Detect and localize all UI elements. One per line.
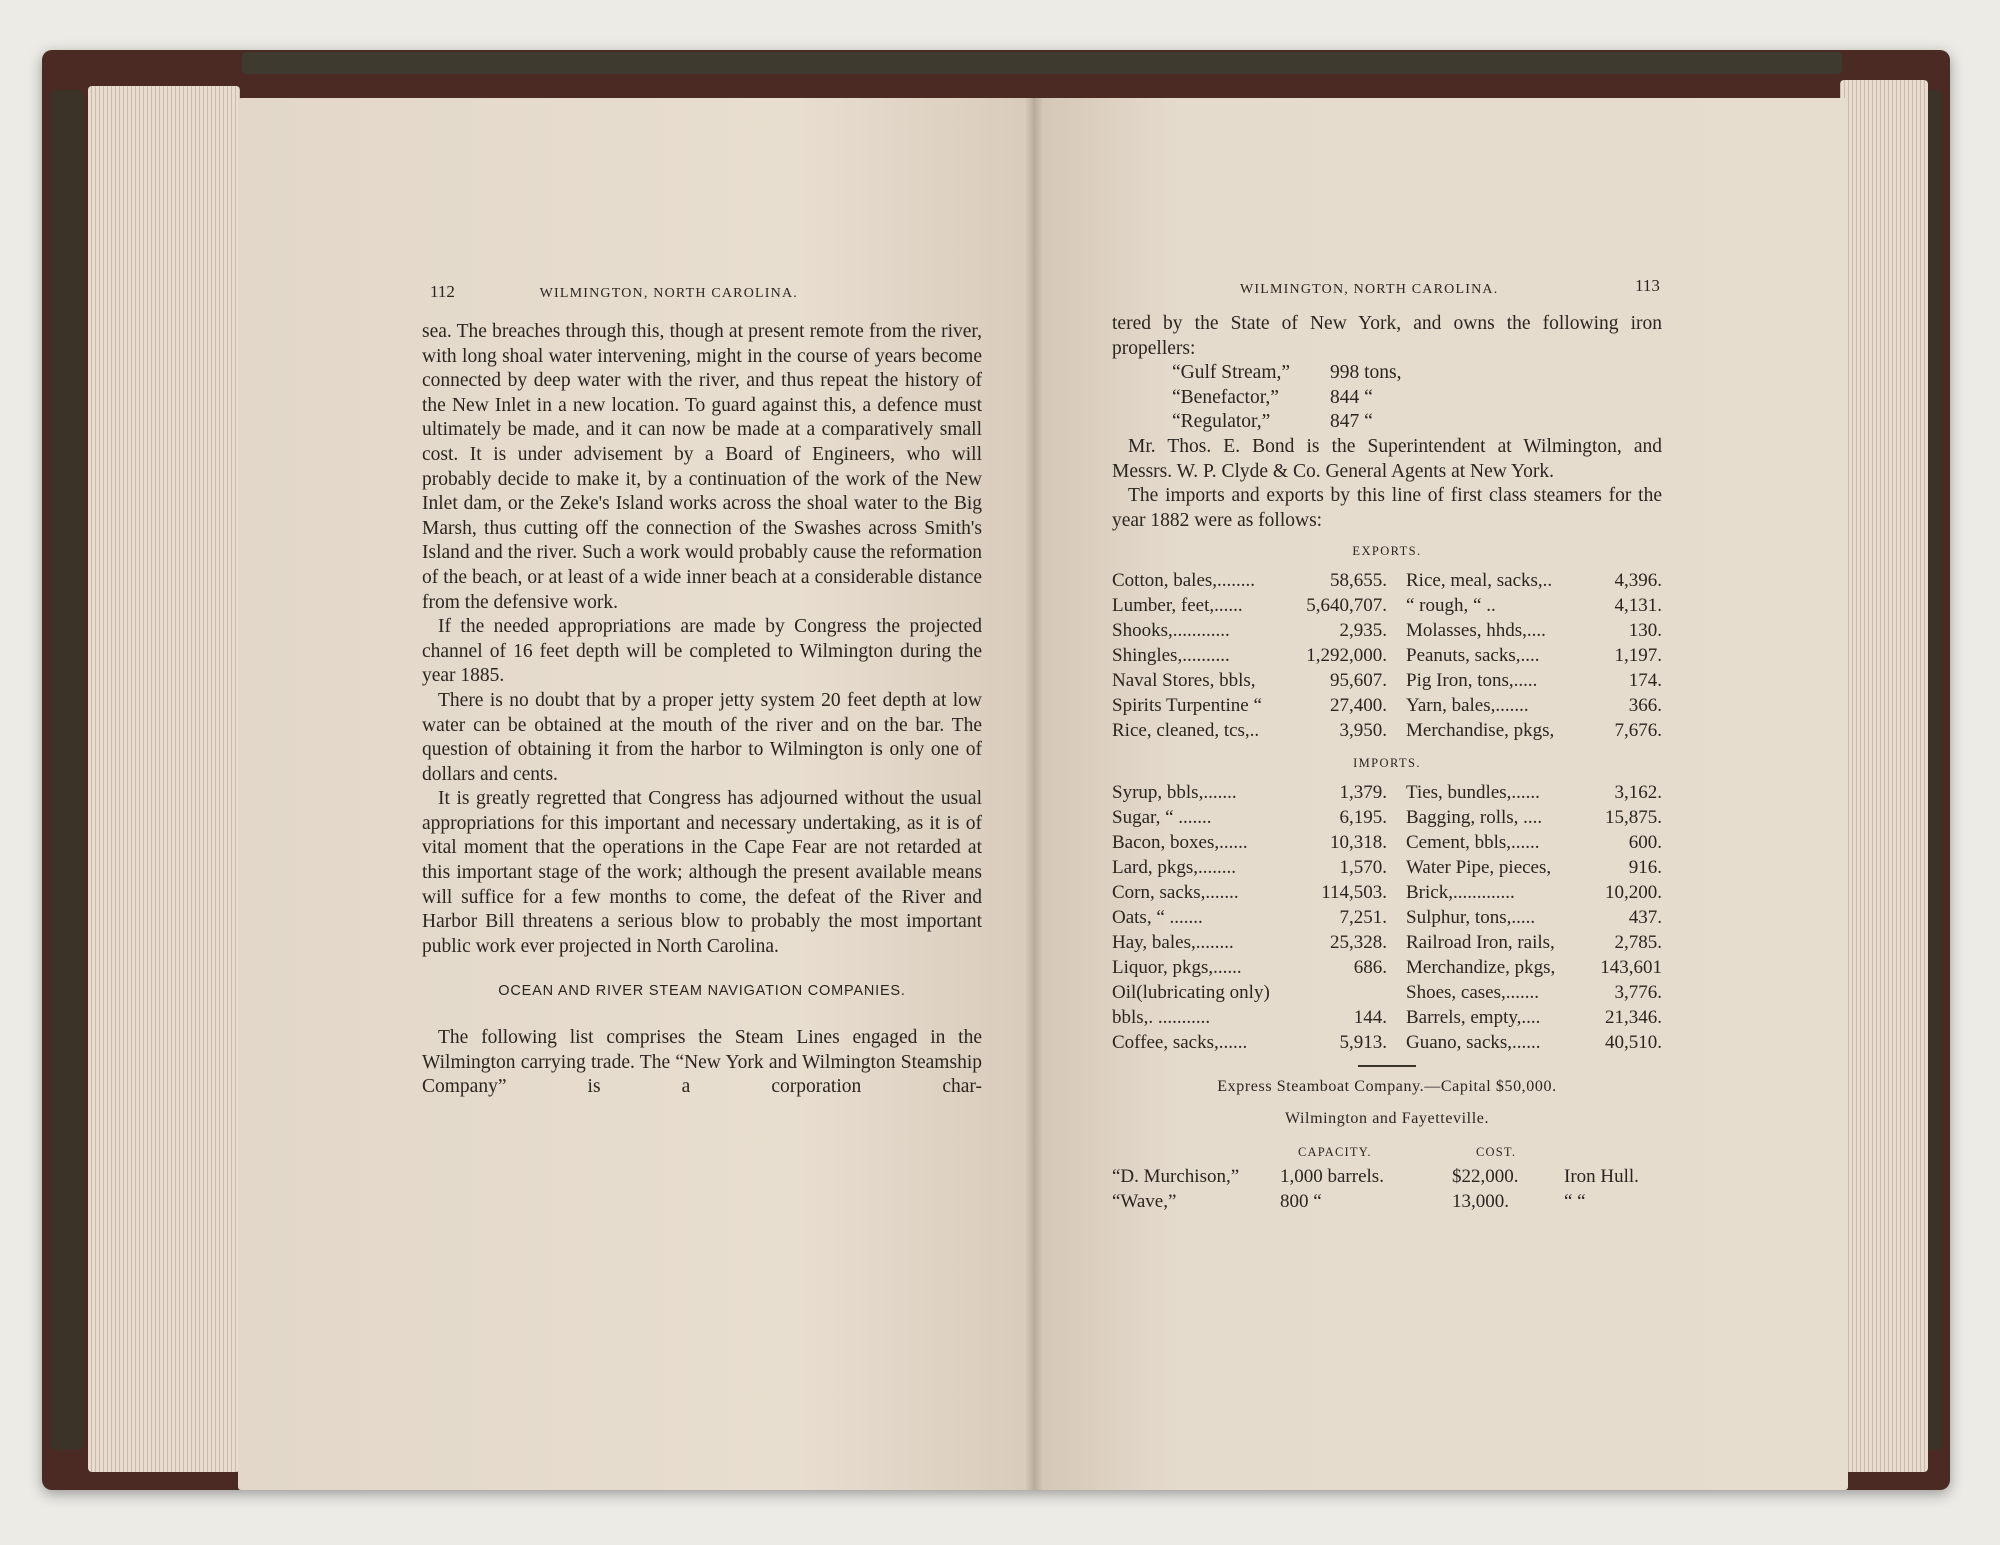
export-row — [1112, 568, 1662, 593]
item-value: 6,195. — [1339, 806, 1387, 828]
boat-capacity: 800 “ — [1280, 1191, 1322, 1213]
boat-row — [1112, 1164, 1662, 1189]
item-label: Oil(lubricating only) — [1112, 981, 1270, 1003]
left-paragraph-4: It is greatly regretted that Congress has adjourned without the usual appropriations for this important and necessary undertaking, as it is of vital moment that the operations in the Cape Fear are not retarded at this important stage of the work; although the present available means will suffice for a few months to come, the defeat of the River and Harbor Bill threatens a serious blow to probably the most important public work ever projected in North Carolina. — [422, 788, 982, 957]
item-value: 1,292,000. — [1306, 644, 1387, 666]
import-row — [1112, 930, 1662, 955]
export-row — [1112, 618, 1662, 643]
boat-row — [1112, 1189, 1662, 1214]
item-value: 25,328. — [1330, 931, 1387, 953]
propeller-row — [1172, 386, 1662, 411]
item-label: Ties, bundles,...... — [1406, 781, 1540, 803]
import-row — [1112, 780, 1662, 805]
import-row — [1112, 880, 1662, 905]
item-value: 15,875. — [1605, 806, 1662, 828]
boat-cost: $22,000. — [1452, 1166, 1519, 1188]
page-edges-left — [88, 86, 240, 1472]
right-running-head: WILMINGTON, NORTH CAROLINA. — [1240, 282, 1499, 297]
item-label: Cotton, bales,........ — [1112, 569, 1256, 591]
item-label: Corn, sacks,....... — [1112, 881, 1239, 903]
propeller-name: “Regulator,” — [1172, 411, 1271, 433]
item-label: Lumber, feet,...... — [1112, 594, 1243, 616]
book-gutter — [1025, 98, 1043, 1490]
cover-cloth-top — [242, 52, 1842, 74]
item-label: Bacon, boxes,...... — [1112, 831, 1248, 853]
left-paragraph-3: There is no doubt that by a proper jetty system 20 feet depth at low water can be obtained at the mouth of the river and on the bar. The question of obtaining it from the harbor to Wilmington is only one of dollars and cents. — [422, 689, 982, 785]
boat-name: “D. Murchison,” — [1112, 1166, 1240, 1188]
item-value: 144. — [1353, 1006, 1387, 1028]
right-intro: tered by the State of New York, and owns the following iron propellers: — [1112, 313, 1662, 359]
item-value: 437. — [1628, 906, 1662, 928]
cost-header: COST. — [1476, 1144, 1517, 1159]
item-value: 4,396. — [1614, 569, 1662, 591]
export-row — [1112, 668, 1662, 693]
export-row — [1112, 593, 1662, 618]
item-value: 366. — [1628, 694, 1662, 716]
import-row — [1112, 1030, 1662, 1055]
import-row — [1112, 905, 1662, 930]
item-value: 174. — [1628, 669, 1662, 691]
exports-table — [1112, 568, 1662, 743]
propeller-tons: 844 “ — [1330, 386, 1373, 408]
boat-hull: “ “ — [1564, 1191, 1586, 1213]
propeller-name: “Gulf Stream,” — [1172, 362, 1291, 384]
propeller-row — [1172, 361, 1662, 386]
item-value: 3,776. — [1614, 981, 1662, 1003]
import-row — [1112, 980, 1662, 1005]
item-value: 95,607. — [1330, 669, 1387, 691]
item-value: 686. — [1353, 956, 1387, 978]
boat-cost: 13,000. — [1452, 1191, 1509, 1213]
item-label: Sugar, “ ....... — [1112, 806, 1212, 828]
right-running-head-row — [1240, 276, 1660, 298]
import-row — [1112, 805, 1662, 830]
item-value: 4,131. — [1614, 594, 1662, 616]
item-label: Naval Stores, bbls, — [1112, 669, 1256, 691]
item-value: 7,251. — [1339, 906, 1387, 928]
item-label: Merchandize, pkgs, — [1406, 956, 1556, 978]
divider-rule — [1358, 1065, 1416, 1067]
item-value: 1,570. — [1339, 856, 1387, 878]
item-label: Shoes, cases,....... — [1406, 981, 1539, 1003]
item-label: Railroad Iron, rails, — [1406, 931, 1555, 953]
item-value: 130. — [1628, 619, 1662, 641]
item-value: 3,950. — [1339, 719, 1387, 741]
item-value: 10,200. — [1605, 881, 1662, 903]
item-label: Oats, “ ....... — [1112, 906, 1203, 928]
item-label: Rice, meal, sacks,.. — [1406, 569, 1553, 591]
route-title: Wilmington and Fayetteville. — [1284, 1110, 1490, 1128]
right-paragraph-imports: The imports and exports by this line of first class steamers for the year 1882 were as follows: — [1112, 485, 1662, 531]
boat-hull: Iron Hull. — [1564, 1166, 1639, 1188]
item-label: Water Pipe, pieces, — [1406, 856, 1552, 878]
export-row — [1112, 718, 1662, 743]
boat-table-header — [1112, 1140, 1662, 1165]
imports-title: IMPORTS. — [1353, 755, 1421, 770]
item-label: Hay, bales,........ — [1112, 931, 1234, 953]
item-label: Yarn, bales,....... — [1406, 694, 1529, 716]
boat-name: “Wave,” — [1112, 1191, 1177, 1213]
company-title: Express Steamboat Company.—Capital $50,000. — [1217, 1077, 1557, 1095]
item-label: Pig Iron, tons,..... — [1406, 669, 1538, 691]
item-label: Cement, bbls,...... — [1406, 831, 1540, 853]
item-label: Syrup, bbls,....... — [1112, 781, 1237, 803]
item-label: Shingles,.......... — [1112, 644, 1230, 666]
item-value: 5,913. — [1339, 1031, 1387, 1053]
propeller-list — [1112, 361, 1662, 435]
left-body — [422, 320, 982, 1100]
right-page-number: 113 — [1635, 276, 1660, 295]
item-label: bbls,. ........... — [1112, 1006, 1211, 1028]
left-paragraph-1: sea. The breaches through this, though at present remote from the river, with long shoal water intervening, might in the course of years become connected by deep water with the river, and thus repeat the history of the New Inlet in a new location. To guard against this, a defence must ultimately be made, and it can now be made at a comparatively small cost. It is under advisement by a Board of Engineers, who will probably decide to make it, by a continuation of the work of the New Inlet dam, or the Zeke's Island works across the shoal water to the Big Marsh, thus cutting off the connection of the Swashes across Smith's Island and the river. Such a work would probably cause the reformation of the beach, or at least of a wide inner beach at a considerable distance from the defensive work. — [422, 321, 982, 613]
item-label: Guano, sacks,...... — [1406, 1031, 1541, 1053]
page-edges-right — [1840, 80, 1928, 1472]
item-value: 10,318. — [1330, 831, 1387, 853]
right-paragraph-agents: Mr. Thos. E. Bond is the Superintendent at Wilmington, and Messrs. W. P. Clyde & Co. General Agents at New York. — [1112, 435, 1662, 482]
propeller-name: “Benefactor,” — [1172, 386, 1279, 408]
item-value: 7,676. — [1614, 719, 1662, 741]
item-value: 916. — [1628, 856, 1662, 878]
item-label: Rice, cleaned, tcs,.. — [1112, 719, 1260, 741]
import-row — [1112, 1005, 1662, 1030]
item-value: 1,379. — [1339, 781, 1387, 803]
imports-table — [1112, 780, 1662, 1055]
left-running-head: WILMINGTON, NORTH CAROLINA. — [539, 286, 798, 301]
propeller-tons: 998 tons, — [1330, 362, 1402, 384]
left-paragraph-2: If the needed appropriations are made by Congress the projected channel of 16 feet depth will be completed to Wilmington during the year 1885. — [422, 616, 982, 687]
propeller-row — [1172, 410, 1662, 435]
item-value: 58,655. — [1330, 569, 1387, 591]
import-row — [1112, 955, 1662, 980]
item-value: 143,601 — [1600, 956, 1662, 978]
exports-title: EXPORTS. — [1352, 544, 1422, 559]
item-label: Peanuts, sacks,.... — [1406, 644, 1540, 666]
import-row — [1112, 855, 1662, 880]
import-row — [1112, 830, 1662, 855]
item-label: Sulphur, tons,..... — [1406, 906, 1536, 928]
item-label: Molasses, hhds,.... — [1406, 619, 1546, 641]
item-value: 2,785. — [1614, 931, 1662, 953]
item-value: 40,510. — [1605, 1031, 1662, 1053]
export-row — [1112, 693, 1662, 718]
item-label: Barrels, empty,.... — [1406, 1006, 1541, 1028]
item-value: 5,640,707. — [1306, 594, 1387, 616]
item-value: 2,935. — [1339, 619, 1387, 641]
item-value: 3,162. — [1614, 781, 1662, 803]
section-paragraph: The following list comprises the Steam Lines engaged in the Wilmington carrying trade. The “New York and Wilmington Steamship Company” is a corporation char- — [422, 1027, 982, 1098]
section-title: OCEAN AND RIVER STEAM NAVIGATION COMPANIES. — [498, 983, 906, 1000]
left-running-head-row — [430, 282, 862, 302]
item-value: 21,346. — [1605, 1006, 1662, 1028]
item-value: 27,400. — [1330, 694, 1387, 716]
item-value: 600. — [1628, 831, 1662, 853]
capacity-header: CAPACITY. — [1298, 1144, 1372, 1159]
item-label: Coffee, sacks,...... — [1112, 1031, 1248, 1053]
cover-cloth-left — [50, 90, 84, 1450]
item-value: 114,503. — [1321, 881, 1387, 903]
item-label: Shooks,............ — [1112, 619, 1230, 641]
left-page-number: 112 — [430, 282, 455, 301]
item-label: Brick,............. — [1406, 881, 1515, 903]
item-label: Liquor, pkgs,...... — [1112, 956, 1242, 978]
item-value: 1,197. — [1614, 644, 1662, 666]
boat-capacity: 1,000 barrels. — [1280, 1166, 1384, 1188]
propeller-tons: 847 “ — [1330, 411, 1373, 433]
export-row — [1112, 643, 1662, 668]
item-label: Spirits Turpentine “ — [1112, 694, 1262, 716]
item-label: Lard, pkgs,........ — [1112, 856, 1237, 878]
item-label: Merchandise, pkgs, — [1406, 719, 1555, 741]
item-label: Bagging, rolls, .... — [1406, 806, 1543, 828]
item-label: “ rough, “ .. — [1406, 594, 1496, 616]
right-body — [1112, 312, 1662, 1214]
